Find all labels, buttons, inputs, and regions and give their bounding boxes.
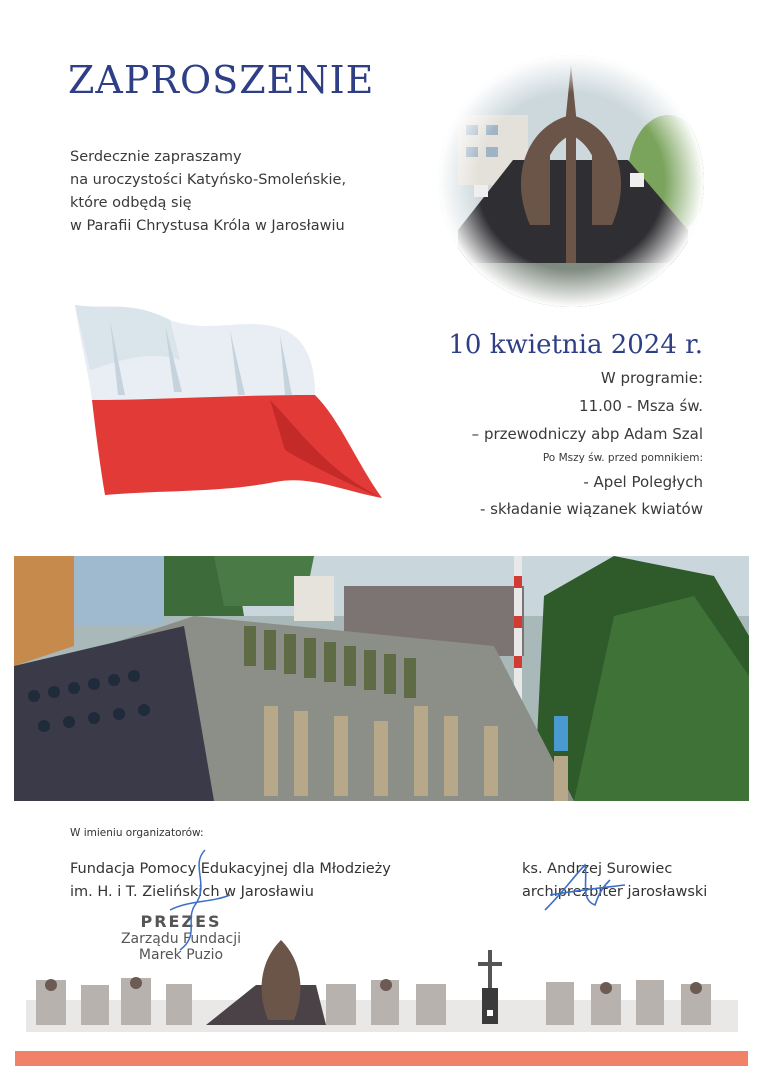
priest-line: archiprezbiter jarosławski xyxy=(522,884,708,900)
stamp-person: Marek Puzio xyxy=(138,947,224,963)
stamp-title: PREZES xyxy=(140,912,222,931)
monument-photo xyxy=(438,55,704,307)
intro-line: w Parafii Chrystusa Króla w Jarosławiu xyxy=(70,218,345,234)
program-roll-call: - Apel Poległych xyxy=(583,473,703,491)
intro-line: które odbędą się xyxy=(70,195,192,211)
priest-line: ks. Andrzej Surowiec xyxy=(522,861,673,877)
foundation-line: Fundacja Pomocy Edukacyjnej dla Młodzieży xyxy=(70,861,391,877)
priest-signature xyxy=(540,860,630,920)
invitation-title: ZAPROSZENIE xyxy=(68,58,375,102)
program-wreaths: - składanie wiązanek kwiatów xyxy=(479,500,703,518)
memorial-strip-illustration xyxy=(26,940,738,1032)
bottom-decorative-bar xyxy=(15,1051,748,1066)
event-date: 10 kwietnia 2024 r. xyxy=(448,330,703,360)
foundation-signature xyxy=(150,845,240,955)
program-after-mass: Po Mszy św. przed pomnikiem: xyxy=(542,452,703,464)
program-heading: W programie: xyxy=(600,369,703,387)
intro-line: Serdecznie zapraszamy xyxy=(70,149,242,165)
polish-flag-illustration xyxy=(70,300,390,505)
organizers-label: W imieniu organizatorów: xyxy=(70,827,204,839)
stamp-board: Zarządu Fundacji xyxy=(120,931,242,947)
foundation-line: im. H. i T. Zielińskich w Jarosławiu xyxy=(70,884,314,900)
ceremony-photo xyxy=(14,556,749,801)
program-presider: – przewodniczy abp Adam Szal xyxy=(471,425,703,443)
intro-text xyxy=(70,146,400,238)
program-mass: 11.00 - Msza św. xyxy=(579,397,703,415)
intro-line: na uroczystości Katyńsko-Smoleńskie, xyxy=(70,172,347,188)
